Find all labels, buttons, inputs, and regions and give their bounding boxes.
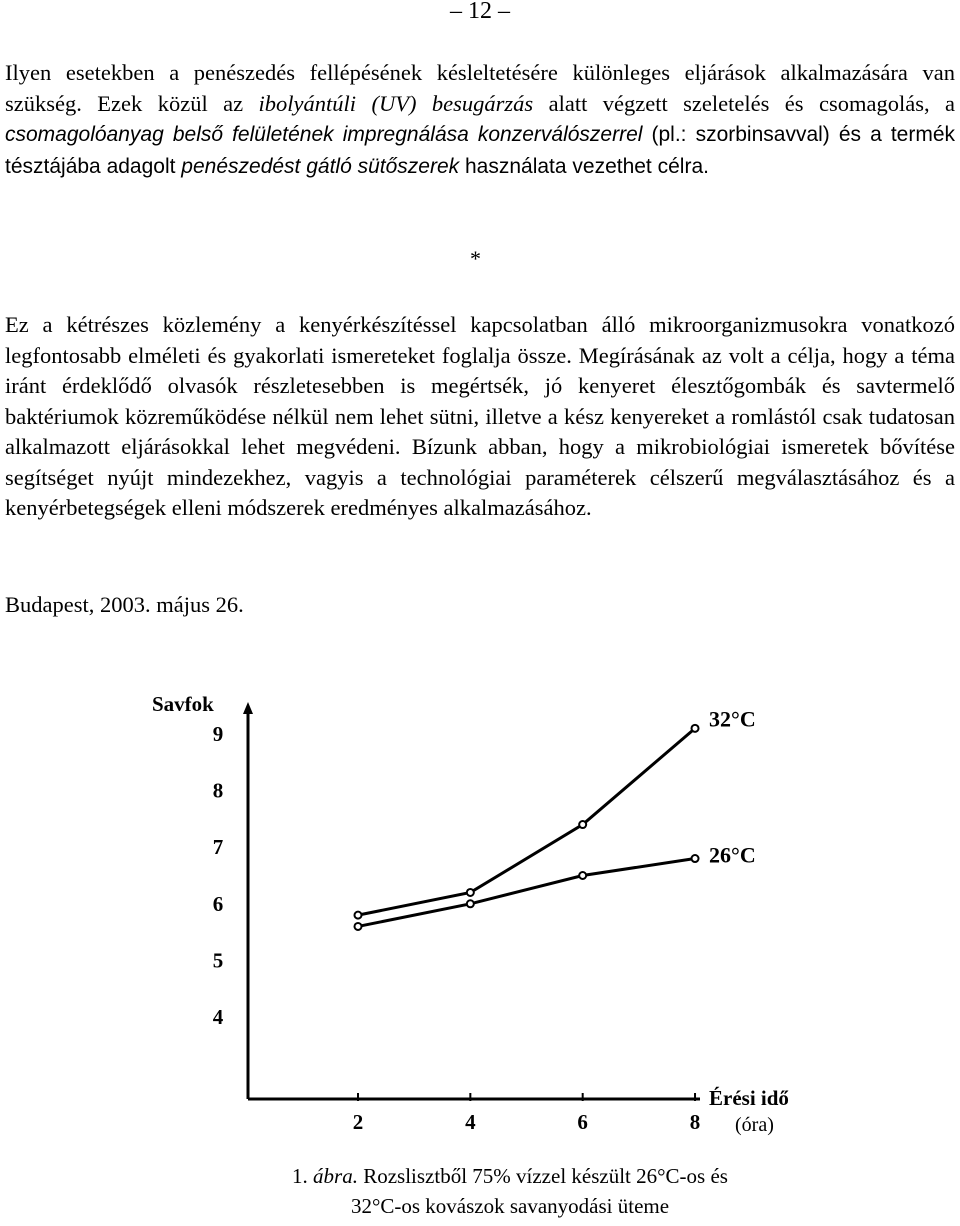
y-tick-label: 7 <box>212 835 224 860</box>
x-tick-label: 2 <box>352 1110 364 1134</box>
x-tick-label: 8 <box>689 1110 701 1134</box>
figure-caption-line2: 32°C-os kovászok savanyodási üteme <box>350 1194 670 1218</box>
y-axis-label: Savfok <box>152 692 214 716</box>
paragraph-summary: Ez a kétrészes közlemény a kenyérkészítéssel kapcsolatban álló mikroorganizmusokra vonatkozó legfontosabb elméleti és gyakorlati ismereteket foglalja össze. Megírásának az volt a célja, hogy a téma iránt érdeklődő olvasók részletesebben is megértsék, jó kenyeret élesztőgombák és savtermelő baktériumok közreműködése nélkül nem lehet sütni, illetve a kész kenyereket a romlástól csak tudatosan alkalmazott eljárásokkal lehet megvédeni. Bízunk abban, hogy a mikrobiológiai ismeretek bővítése segítséget nyújt mindezekhez, vagyis a technológiai paraméterek célszerű megválasztásához és a kenyérbetegségek elleni módszerek eredményes alkalmazásához. <box>5 312 955 520</box>
caption-text-1: Rozslisztből 75% vízzel készült 26°C-os és <box>363 1164 728 1188</box>
chart-series <box>355 706 756 930</box>
acidity-chart <box>0 680 960 1160</box>
data-point <box>692 725 699 732</box>
y-tick-label: 4 <box>212 1005 224 1029</box>
paragraph-mold-prevention <box>5 58 955 182</box>
series-line <box>358 859 695 927</box>
p1-text-2: alatt végzett szeletelés és csomagolás, a <box>533 90 955 116</box>
series-line <box>358 728 695 915</box>
series-label: 32°C <box>709 706 756 732</box>
y-tick-label: 5 <box>212 948 224 973</box>
p1-italic-packaging: csomagolóanyag belső felületének impregnálása konzerválószerrel <box>5 123 643 146</box>
y-tick-label: 6 <box>212 891 224 916</box>
y-tick-label: 9 <box>212 722 224 746</box>
x-axis-label: Érési idő <box>709 1086 789 1110</box>
series-label: 26°C <box>709 842 756 868</box>
p1-text-1: Ilyen esetekben a penészedés fellépésének késleltetésére különleges eljárások alkalmazására van szükség. Ezek közül az <box>5 60 955 116</box>
y-axis-arrow <box>243 702 253 714</box>
p1-italic-uv: ibolyántúli (UV) besugárzás <box>258 90 534 116</box>
caption-label: ábra. <box>313 1164 358 1188</box>
data-point <box>355 923 362 930</box>
dateline: Budapest, 2003. május 26. <box>5 592 244 617</box>
data-point <box>579 821 586 828</box>
p1-italic-additives: penészedést gátló sütőszerek <box>181 154 460 178</box>
p1-text-4: használata vezethet célra. <box>459 154 709 178</box>
y-tick-label: 8 <box>212 778 224 803</box>
data-point <box>579 872 586 879</box>
section-separator: * <box>470 246 481 271</box>
data-point <box>692 855 699 862</box>
chart-ticks <box>213 722 701 1134</box>
data-point <box>467 889 474 896</box>
caption-number: 1. <box>292 1164 308 1188</box>
figure-caption-line1 <box>0 1164 960 1189</box>
data-point <box>467 900 474 907</box>
x-tick-label: 6 <box>577 1110 588 1134</box>
x-axis-unit: (óra) <box>735 1114 774 1136</box>
p1-text-3: (pl.: szorbinsavval) és a termék tésztájába adagolt <box>5 123 955 178</box>
data-point <box>355 912 362 919</box>
page-number: – 12 – <box>450 0 510 24</box>
x-tick-label: 4 <box>465 1110 476 1134</box>
